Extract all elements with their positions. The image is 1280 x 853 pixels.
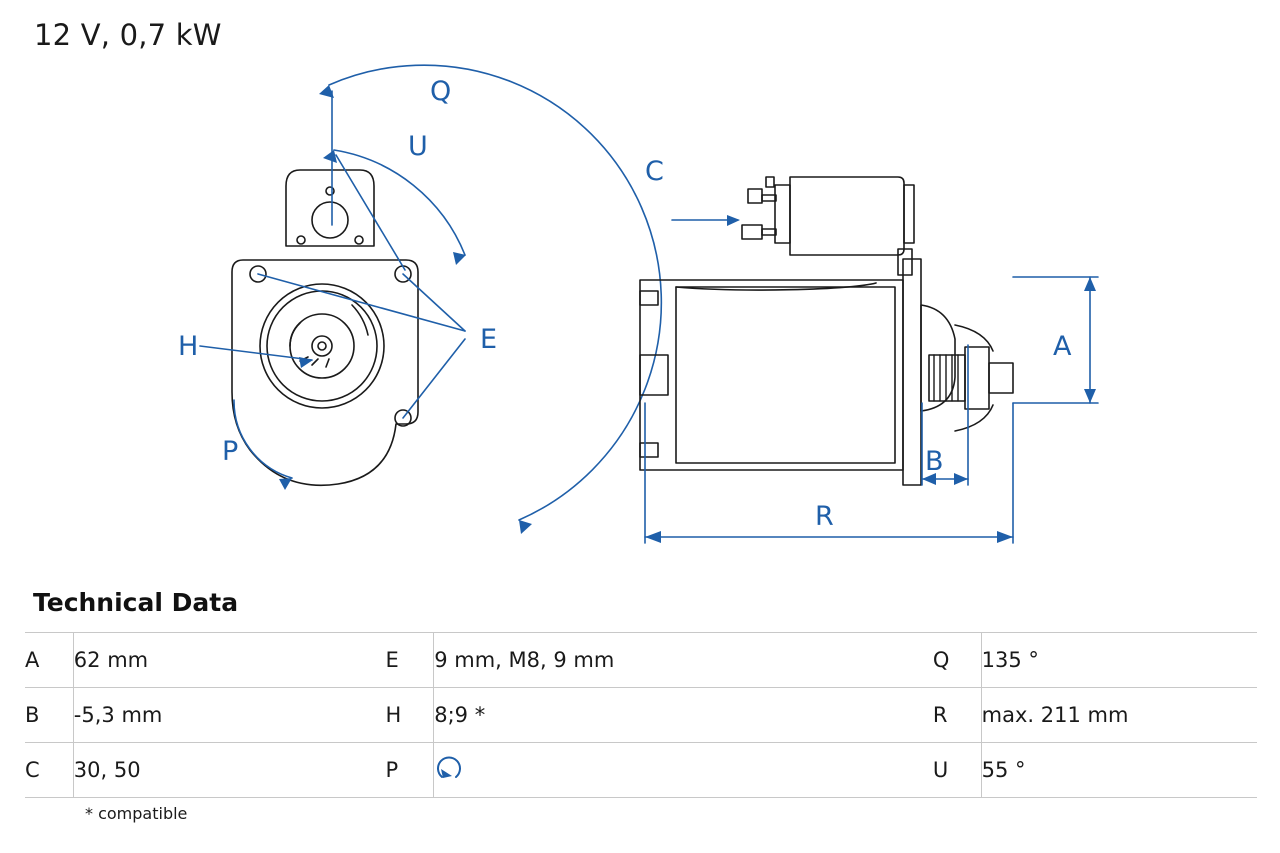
row-key-q: Q bbox=[933, 633, 981, 688]
label-c: C bbox=[645, 156, 664, 187]
row-value-r: max. 211 mm bbox=[981, 688, 1257, 743]
row-value-h: 8;9 * bbox=[434, 688, 933, 743]
label-r: R bbox=[815, 501, 834, 532]
row-key-a: A bbox=[25, 633, 73, 688]
label-e: E bbox=[480, 324, 498, 355]
row-key-e: E bbox=[385, 633, 433, 688]
label-h: H bbox=[178, 331, 199, 362]
row-key-h: H bbox=[385, 688, 433, 743]
label-b: B bbox=[925, 446, 944, 477]
row-value-b: -5,3 mm bbox=[73, 688, 385, 743]
label-u: U bbox=[408, 131, 428, 162]
technical-data-table bbox=[25, 632, 1257, 798]
row-key-p: P bbox=[385, 743, 433, 798]
label-q: Q bbox=[430, 76, 452, 107]
table-footnote: * compatible bbox=[85, 804, 188, 823]
table-row bbox=[25, 743, 1257, 798]
table-row bbox=[25, 688, 1257, 743]
label-p: P bbox=[222, 436, 239, 467]
row-value-u: 55 ° bbox=[981, 743, 1257, 798]
rotation-direction-icon bbox=[434, 756, 468, 784]
row-key-r: R bbox=[933, 688, 981, 743]
row-key-c: C bbox=[25, 743, 73, 798]
page-title: 12 V, 0,7 kW bbox=[34, 18, 222, 52]
row-value-a: 62 mm bbox=[73, 633, 385, 688]
label-a: A bbox=[1053, 331, 1072, 362]
tech-data-heading: Technical Data bbox=[33, 588, 239, 617]
row-value-e: 9 mm, M8, 9 mm bbox=[434, 633, 933, 688]
row-value-p bbox=[434, 743, 933, 798]
row-key-b: B bbox=[25, 688, 73, 743]
starter-motor-drawing bbox=[0, 55, 1280, 575]
row-key-u: U bbox=[933, 743, 981, 798]
table-row bbox=[25, 633, 1257, 688]
row-value-q: 135 ° bbox=[981, 633, 1257, 688]
row-value-c: 30, 50 bbox=[73, 743, 385, 798]
